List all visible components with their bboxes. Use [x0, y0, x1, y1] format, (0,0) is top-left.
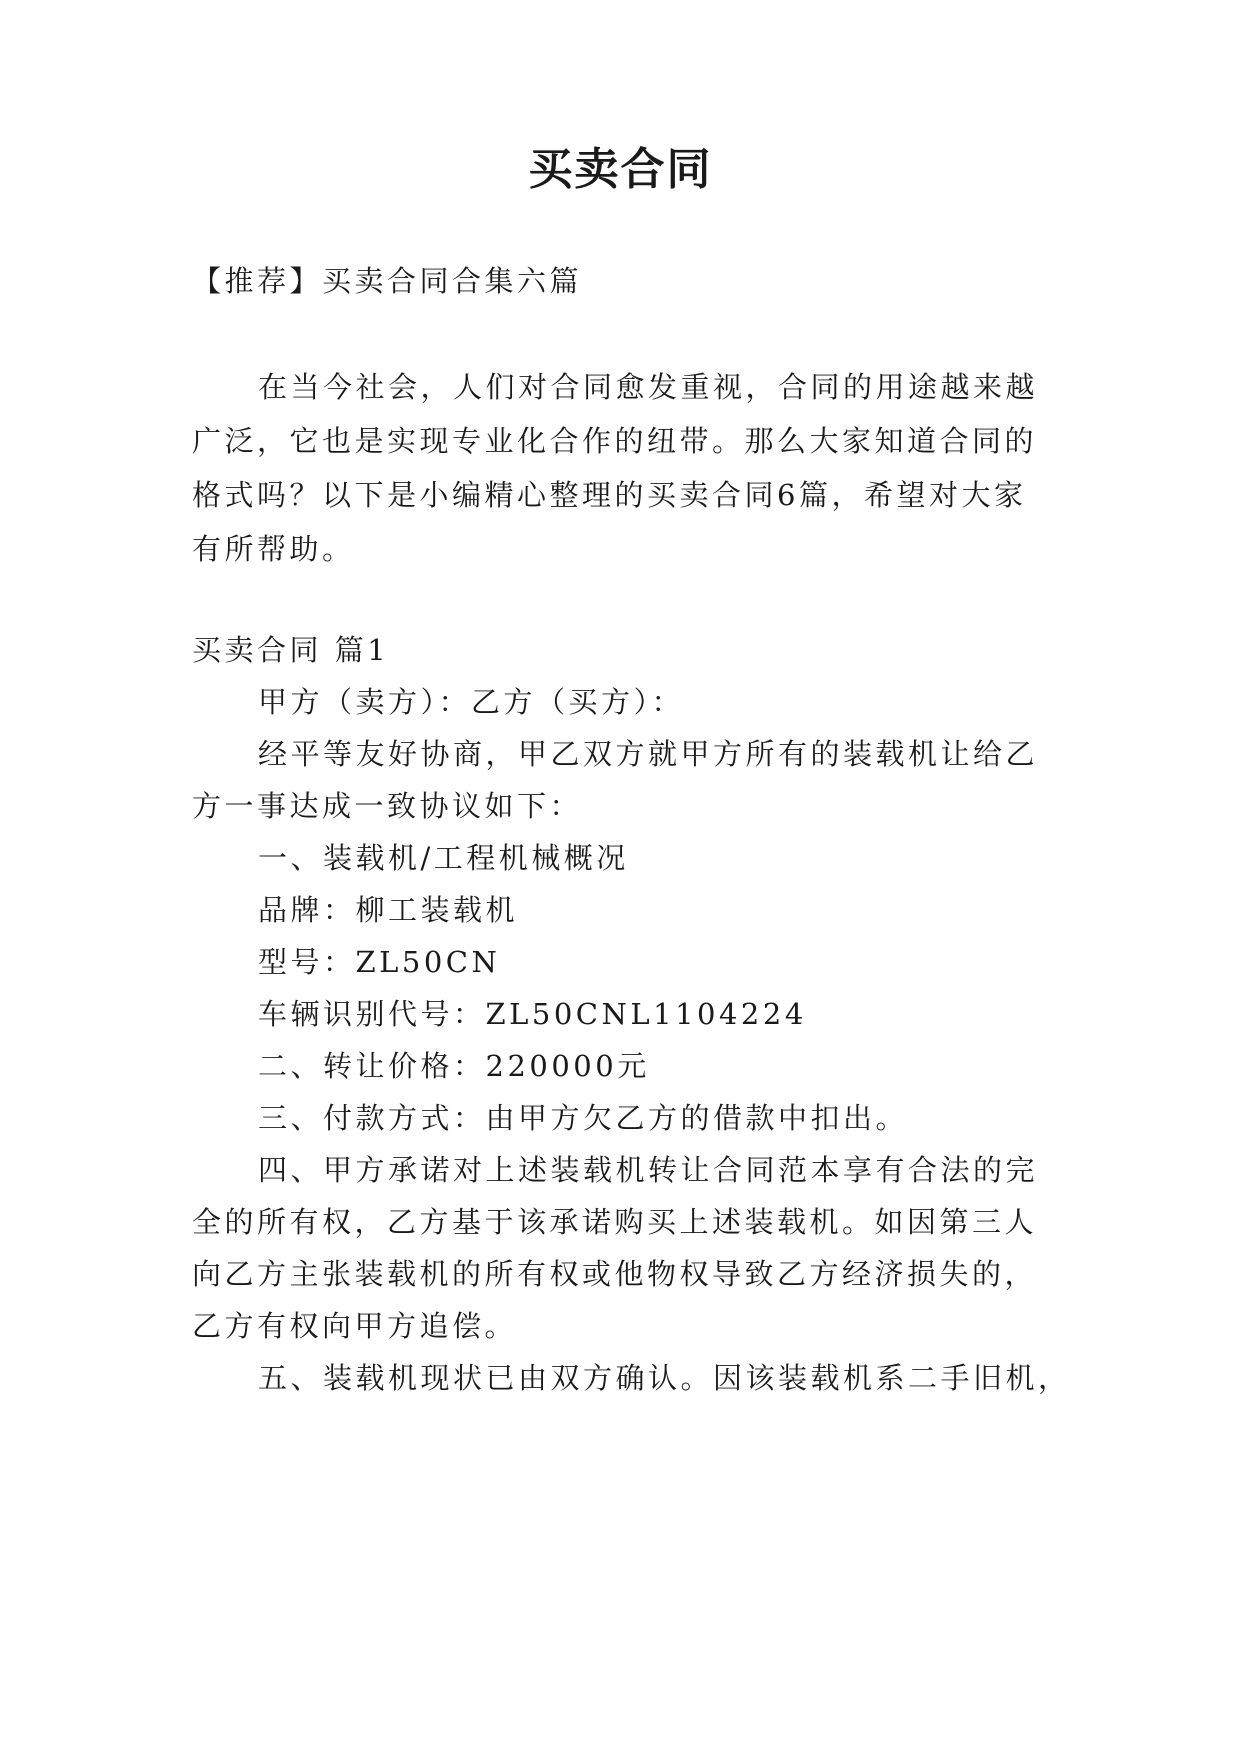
contract-line: 二、转让价格：220000元 [258, 1049, 650, 1083]
contract-line: 甲方（卖方）：乙方（买方）： [258, 685, 685, 719]
contract-line: 五、装载机现状已由双方确认。因该装载机系二手旧机， [258, 1361, 1071, 1395]
document-subtitle: 【推荐】买卖合同合集六篇 [192, 264, 583, 298]
document-title: 买卖合同 [528, 144, 713, 195]
intro-line: 有所帮助。 [192, 532, 355, 566]
contract-line: 车辆识别代号：ZL50CNL1104224 [258, 997, 807, 1031]
contract-line: 向乙方主张装载机的所有权或他物权导致乙方经济损失的， [192, 1257, 1038, 1291]
contract-line: 经平等友好协商，甲乙双方就甲方所有的装载机让给乙 [258, 737, 1039, 771]
section-heading: 买卖合同 篇1 [192, 633, 390, 667]
contract-line: 乙方有权向甲方追偿。 [192, 1309, 518, 1343]
contract-line: 一、装载机/工程机械概况 [258, 841, 629, 875]
contract-line: 品牌：柳工装载机 [258, 893, 519, 927]
contract-line: 全的所有权，乙方基于该承诺购买上述装载机。如因第三人 [192, 1205, 1038, 1239]
contract-line: 型号：ZL50CN [258, 945, 501, 979]
contract-line: 三、付款方式：由甲方欠乙方的借款中扣出。 [258, 1101, 909, 1135]
contract-line: 方一事达成一致协议如下： [192, 789, 583, 823]
contract-line: 四、甲方承诺对上述装载机转让合同范本享有合法的完 [258, 1153, 1039, 1187]
intro-line: 格式吗？以下是小编精心整理的买卖合同6篇，希望对大家 [192, 478, 1027, 512]
intro-line: 在当今社会，人们对合同愈发重视，合同的用途越来越 [258, 370, 1039, 404]
intro-line: 广泛，它也是实现专业化合作的纽带。那么大家知道合同的 [192, 424, 1038, 458]
